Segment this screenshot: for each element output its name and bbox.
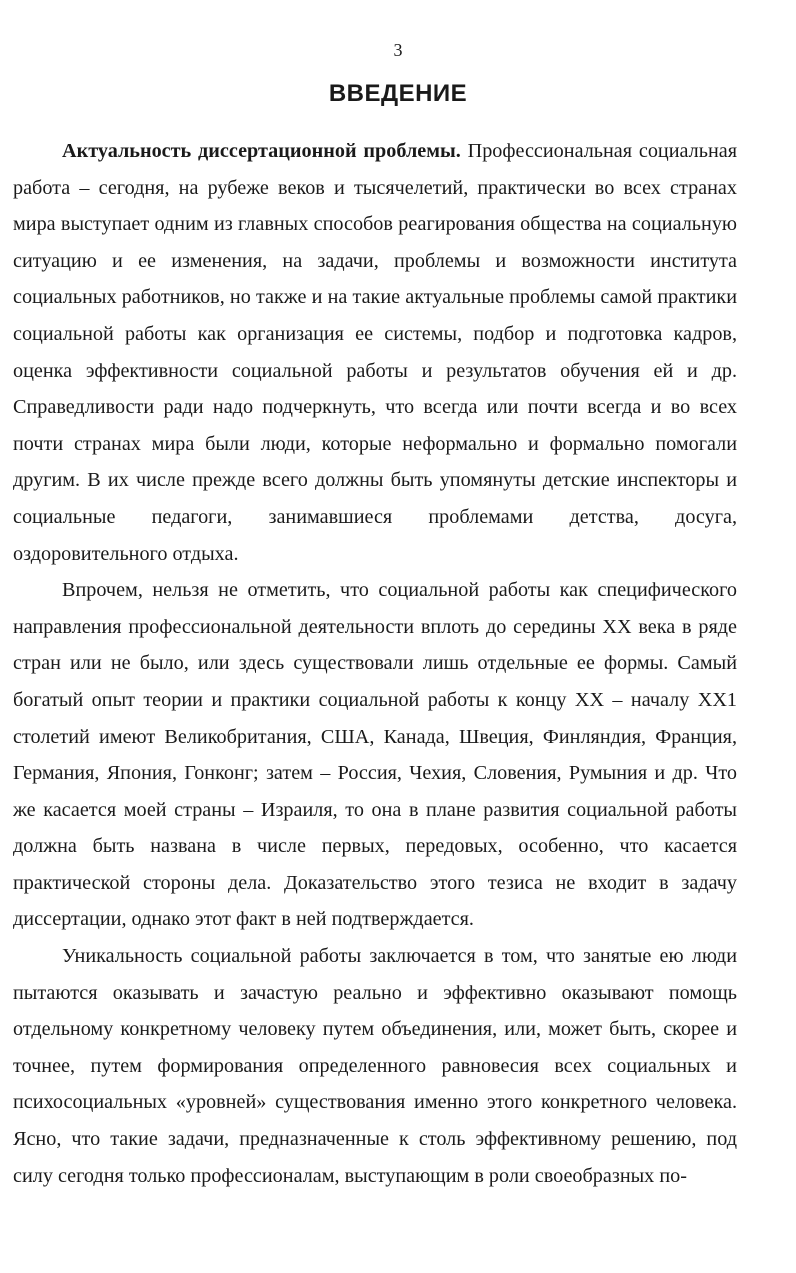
paragraph-lead: Актуальность диссертационной проблемы. <box>62 140 461 162</box>
paragraph-text: Профессиональная социальная работа – сегодня, на рубеже веков и тысячелетий, практически во всех странах мира выступает одним из главных способов реагирования общества на социальную ситуацию и ее изменения, на задачи, проблемы и возможности института социальных работников, но также и на такие актуальные проблемы самой практики социальной работы как организация ее системы, подбор и подготовка кадров, оценка эффективности социальной работы и результатов обучения ей и др. Справедливости ради надо подчеркнуть, что всегда или почти всегда и во всех почти странах мира были люди, которые неформально и формально помогали другим. В их числе прежде всего должны быть упомянуты детские инспекторы и социальные педагоги, занимавшиеся проблемами детства, досуга, оздоровительного отдыха. <box>13 140 737 565</box>
paragraph-3: Уникальность социальной работы заключается в том, что занятые ею люди пытаются оказывать и зачастую реально и эффективно оказывают помощь отдельному конкретному человеку путем объединения, или, может быть, скорее и точнее, путем формирования определенного равновесия всех социальных и психосоциальных «уровней» существования именно этого конкретного человека. Ясно, что такие задачи, предназначенные к столь эффективному решению, под силу сегодня только профессионалам, выступающим в роли своеобразных по- <box>13 945 737 1187</box>
body-text <box>13 133 737 1194</box>
page-title: ВВЕДЕНИЕ <box>328 80 468 107</box>
paragraph-2: Впрочем, нельзя не отметить, что социальной работы как специфического направления профессиональной деятельности вплоть до середины XX века в ряде стран или не было, или здесь существовали лишь отдельные ее формы. Самый богатый опыт теории и практики социальной работы к концу XX – началу XX1 столетий имеют Великобритания, США, Канада, Швеция, Финляндия, Франция, Германия, Япония, Гонконг; затем – Россия, Чехия, Словения, Румыния и др. Что же касается моей страны – Израиля, то она в плане развития социальной работы должна быть названа в числе первых, передовых, особенно, что касается практической стороны дела. Доказательство этого тезиса не входит в задачу диссертации, однако этот факт в ней подтверждается. <box>13 579 737 931</box>
paragraph-1 <box>13 133 737 572</box>
page-number: 3 <box>393 40 403 60</box>
